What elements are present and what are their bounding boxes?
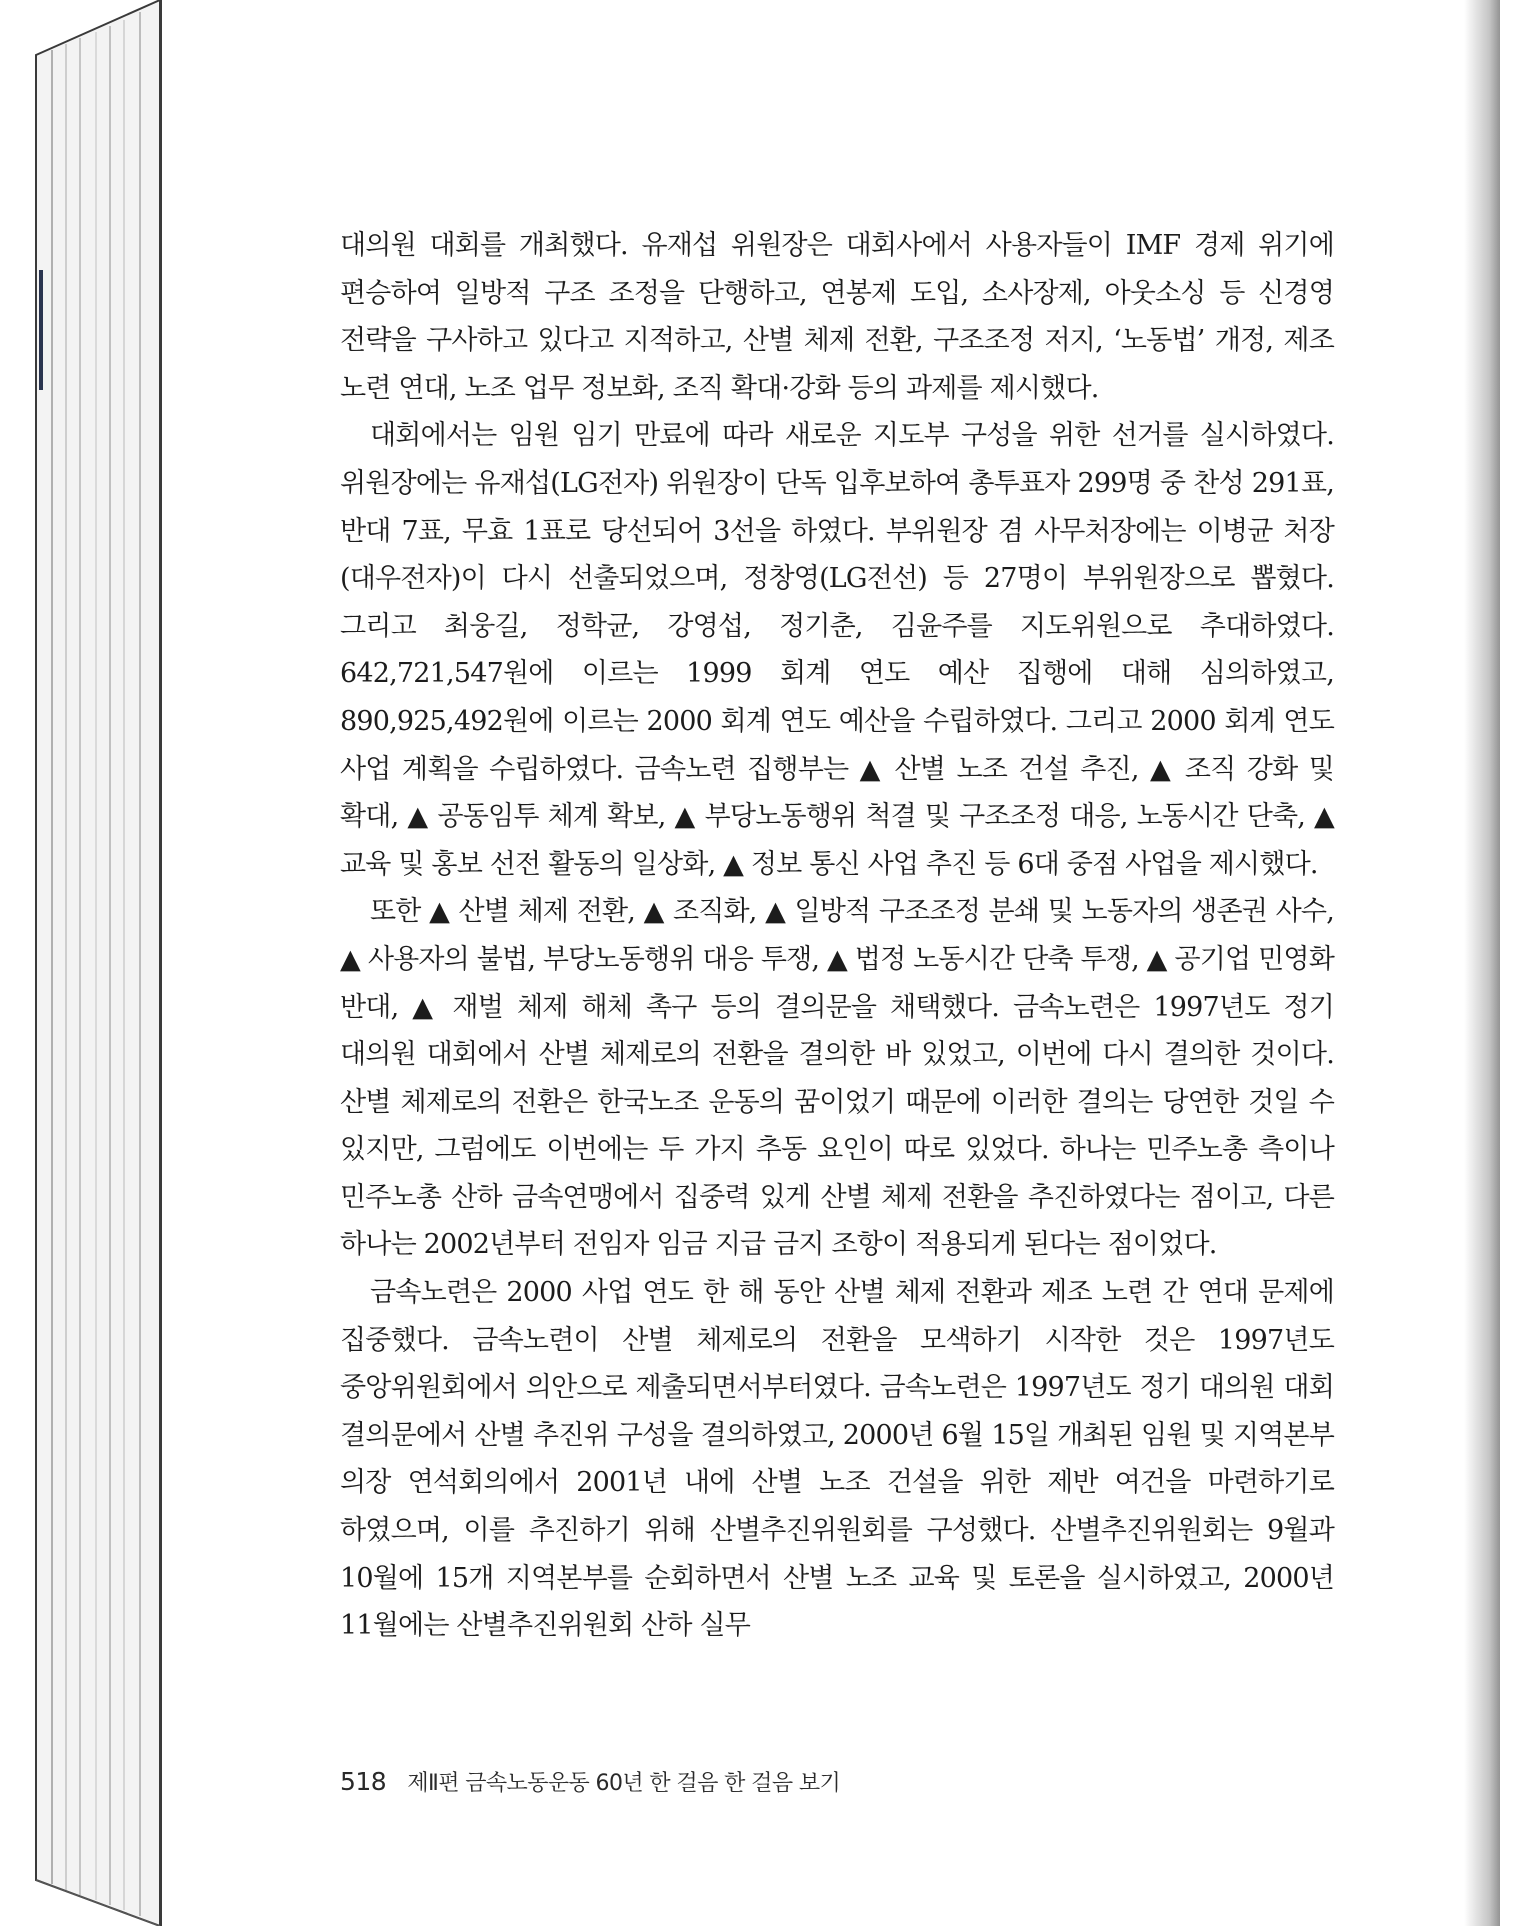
paragraph-1: 대의원 대회를 개최했다. 유재섭 위원장은 대회사에서 사용자들이 IMF 경제 위기에 편승하여 일방적 구조 조정을 단행하고, 연봉제 도입, 소사장제, 아웃소싱 등 신경영 전략을 구사하고 있다고 지적하고, 산별 체제 전환, 구조조정 저지, ‘노동법’ 개정, 제조 노련 연대, 노조 업무 정보화, 조직 확대·강화 등의 과제를 제시했다. [340, 230, 1334, 404]
running-head: 제Ⅱ편 금속노동운동 60년 한 걸음 한 걸음 보기 [407, 1771, 841, 1796]
book-page-edges [0, 0, 170, 1926]
page-number: 518 [340, 1767, 387, 1796]
page-gutter-shadow [1464, 0, 1500, 1926]
paragraph-2: 대회에서는 임원 임기 만료에 따라 새로운 지도부 구성을 위한 선거를 실시하였다. 위원장에는 유재섭(LG전자) 위원장이 단독 입후보하여 총투표자 299명 중 찬성 291표, 반대 7표, 무효 1표로 당선되어 3선을 하였다. 부위원장 겸 사무처장에는 이병균 처장(대우전자)이 다시 선출되었으며, 정창영(LG전선) 등 27명이 부위원장으로 뽑혔다. 그리고 최웅길, 정학균, 강영섭, 정기춘, 김윤주를 지도위원으로 추대하였다. 642,721,547원에 이르는 1999 회계 연도 예산 집행에 대해 심의하였고, 890,925,492원에 이르는 2000 회계 연도 예산을 수립하였다. 그리고 2000 회계 연도 사업 계획을 수립하였다. 금속노련 집행부는 ▲ 산별 노조 건설 추진, ▲ 조직 강화 및 확대, ▲ 공동임투 체계 확보, ▲ 부당노동행위 척결 및 구조조정 대응, 노동시간 단축, ▲ 교육 및 홍보 선전 활동의 일상화, ▲ 정보 통신 사업 추진 등 6대 중점 사업을 제시했다. [340, 420, 1334, 880]
paragraph-4: 금속노련은 2000 사업 연도 한 해 동안 산별 체제 전환과 제조 노련 간 연대 문제에 집중했다. 금속노련이 산별 체제로의 전환을 모색하기 시작한 것은 1997년도 중앙위원회에서 의안으로 제출되면서부터였다. 금속노련은 1997년도 정기 대의원 대회 결의문에서 산별 추진위 구성을 결의하였고, 2000년 6월 15일 개최된 임원 및 지역본부 의장 연석회의에서 2001년 내에 산별 노조 건설을 위한 제반 여건을 마련하기로 하였으며, 이를 추진하기 위해 산별추진위원회를 구성했다. 산별추진위원회는 9월과 10월에 15개 지역본부를 순회하면서 산별 노조 교육 및 토론을 실시하였고, 2000년 11월에는 산별추진위원회 산하 실무 [340, 1277, 1334, 1642]
book-page [160, 0, 1500, 1926]
page-edges-graphic [0, 0, 170, 1926]
page-footer [340, 1766, 840, 1797]
body-text [340, 222, 1334, 1650]
paragraph-3: 또한 ▲ 산별 체제 전환, ▲ 조직화, ▲ 일방적 구조조정 분쇄 및 노동자의 생존권 사수, ▲ 사용자의 불법, 부당노동행위 대응 투쟁, ▲ 법정 노동시간 단축 투쟁, ▲ 공기업 민영화 반대, ▲ 재벌 체제 해체 촉구 등의 결의문을 채택했다. 금속노련은 1997년도 정기 대의원 대회에서 산별 체제로의 전환을 결의한 바 있었고, 이번에 다시 결의한 것이다. 산별 체제로의 전환은 한국노조 운동의 꿈이었기 때문에 이러한 결의는 당연한 것일 수 있지만, 그럼에도 이번에는 두 가지 추동 요인이 따로 있었다. 하나는 민주노총 측이나 민주노총 산하 금속연맹에서 집중력 있게 산별 체제 전환을 추진하였다는 점이고, 다른 하나는 2002년부터 전임자 임금 지급 금지 조항이 적용되게 된다는 점이었다. [340, 896, 1334, 1261]
